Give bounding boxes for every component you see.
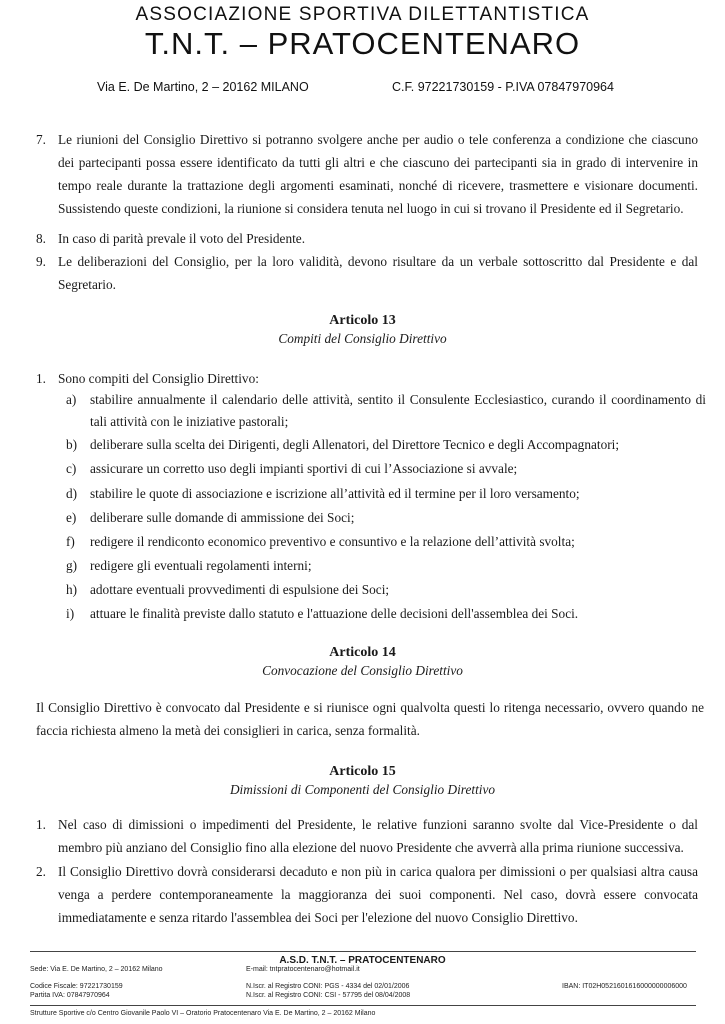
article-13-title: Articolo 13 [329, 313, 396, 328]
subitem-text: redigere gli eventuali regolamenti interni; [90, 558, 312, 573]
footer-codice-fiscale: Codice Fiscale: 97221730159 [30, 983, 123, 990]
header-address: Via E. De Martino, 2 – 20162 MILANO [97, 80, 309, 94]
subitem-text: deliberare sulla scelta dei Dirigenti, degli Allenatori, del Direttore Tecnico e degli Accompagnatori; [90, 437, 620, 452]
footer-registro-csi: N.Iscr. al Registro CONI: CSI - 57795 del 08/04/2008 [246, 992, 411, 999]
subitem-letter: g) [66, 558, 78, 573]
item-text: Sono compiti del Consiglio Direttivo: [58, 371, 259, 386]
subitem-letter: c) [66, 461, 77, 476]
subitem-text: adottare eventuali provvedimenti di espulsione dei Soci; [90, 582, 390, 597]
article-15-item-1 [36, 813, 698, 859]
subitem-g [66, 555, 706, 577]
footer-registro-pgs: N.Iscr. al Registro CONI: PGS - 4334 del 02/01/2006 [246, 983, 410, 990]
subitem-text: assicurare un corretto uso degli impianti sportivi di cui l’Associazione si avvale; [90, 461, 518, 476]
footer-title: A.S.D. T.N.T. – PRATOCENTENARO [279, 955, 446, 966]
item-text: Le riunioni del Consiglio Direttivo si potranno svolgere anche per audio o tele conferenza a condizione che ciascuno dei partecipanti possa essere identificato da tutti gli altri e che ciascuno dei partecipanti sia in grado di intervenire in tempo reale durante la trattazione degli argomenti esaminati, nonché di ricevere, trasmettere e visionare documenti. Sussistendo queste condizioni, la riunione si considera tenuta nel luogo in cui si trovano il Presidente ed il Segretario. [58, 132, 698, 216]
article-14-subtitle: Convocazione del Consiglio Direttivo [262, 663, 463, 678]
subitem-f [66, 531, 706, 553]
association-type-heading: ASSOCIAZIONE SPORTIVA DILETTANTISTICA [135, 4, 590, 25]
footer-sede: Sede: Via E. De Martino, 2 – 20162 Milano [30, 966, 163, 973]
article-15-subtitle: Dimissioni di Componenti del Consiglio Direttivo [229, 782, 496, 797]
subitem-text: attuare le finalità previste dallo statuto e l'attuazione delle decisioni dell'assemblea dei Soci. [90, 606, 579, 621]
subitem-text: stabilire le quote di associazione e iscrizione all’attività ed il termine per il loro versamento; [90, 486, 580, 501]
item-number: 1. [36, 371, 46, 386]
subitem-a [66, 389, 706, 433]
article-14-title: Articolo 14 [329, 645, 396, 660]
footer-divider-bottom [30, 1005, 696, 1006]
subitem-letter: f) [66, 534, 75, 549]
item-text: Nel caso di dimissioni o impedimenti del Presidente, le relative funzioni saranno svolte dal Vice-Presidente o dal membro più anziano del Consiglio fino alla elezione del nuovo Presidente che avverrà alla prima riunione successiva. [58, 817, 698, 855]
article-14-paragraph: Il Consiglio Direttivo è convocato dal Presidente e si riunisce ogni qualvolta questi lo ritenga necessario, ovvero quando ne faccia richiesta almeno la metà dei consiglieri in carica, senza formalità. [36, 700, 704, 738]
header-fiscal-codes: C.F. 97221730159 - P.IVA 07847970964 [392, 80, 614, 94]
subitem-text: redigere il rendiconto economico preventivo e consuntivo e la relazione dell’attività svolta; [90, 534, 575, 549]
item-text: Il Consiglio Direttivo dovrà considerarsi decaduto e non più in carica qualora per dimissioni o per qualsiasi altra causa venga a perdere contemporaneamente la maggioranza dei suoi componenti. Nel caso, dovrà essere convocata immediatamente e senza ritardo l'assemblea dei Soci per l'elezione del nuovo Consiglio Direttivo. [58, 864, 698, 925]
subitem-letter: b) [66, 437, 78, 452]
article-15-title: Articolo 15 [329, 764, 396, 779]
list-item-8 [36, 227, 698, 250]
association-name-heading: T.N.T. – PRATOCENTENARO [144, 26, 581, 61]
article-13-subtitle: Compiti del Consiglio Direttivo [278, 331, 447, 346]
subitem-i [66, 603, 706, 625]
subitem-text: stabilire annualmente il calendario delle attività, sentito il Consulente Ecclesiastico, curando il coordinamento di tali attività con le iniziative pastorali; [90, 392, 706, 429]
subitem-letter: h) [66, 582, 78, 597]
article-15-item-2 [36, 860, 698, 929]
subitem-letter: d) [66, 486, 78, 501]
footer-iban: IBAN: IT02H0521601616000000006000 [562, 983, 687, 990]
footer-partita-iva: Partita IVA: 07847970964 [30, 992, 110, 999]
item-number: 9. [36, 254, 46, 269]
item-text: Le deliberazioni del Consiglio, per la loro validità, devono risultare da un verbale sottoscritto dal Presidente e dal Segretario. [58, 254, 698, 292]
footer-email: E-mail: tntpratocentenaro@hotmail.it [246, 966, 360, 973]
footer-divider-top [30, 951, 696, 952]
subitem-letter: e) [66, 510, 77, 525]
subitem-h [66, 579, 706, 601]
subitem-e [66, 507, 706, 529]
subitem-letter: i) [66, 606, 75, 621]
subitem-d [66, 483, 706, 505]
list-item-7 [36, 128, 698, 220]
item-number: 8. [36, 231, 46, 246]
item-number: 2. [36, 864, 46, 879]
list-item-9 [36, 250, 698, 296]
subitem-c [66, 458, 706, 480]
article-13-item-1 [36, 367, 698, 390]
subitem-letter: a) [66, 392, 77, 407]
item-text: In caso di parità prevale il voto del Presidente. [58, 231, 306, 246]
item-number: 1. [36, 817, 46, 832]
footer-strutture: Strutture Sportive c/o Centro Giovanile Paolo VI – Oratorio Pratocentenaro Via E. De Martino, 2 – 20162 Milano [30, 1010, 376, 1017]
subitem-text: deliberare sulle domande di ammissione dei Soci; [90, 510, 355, 525]
item-number: 7. [36, 132, 46, 147]
subitem-b [66, 434, 706, 456]
